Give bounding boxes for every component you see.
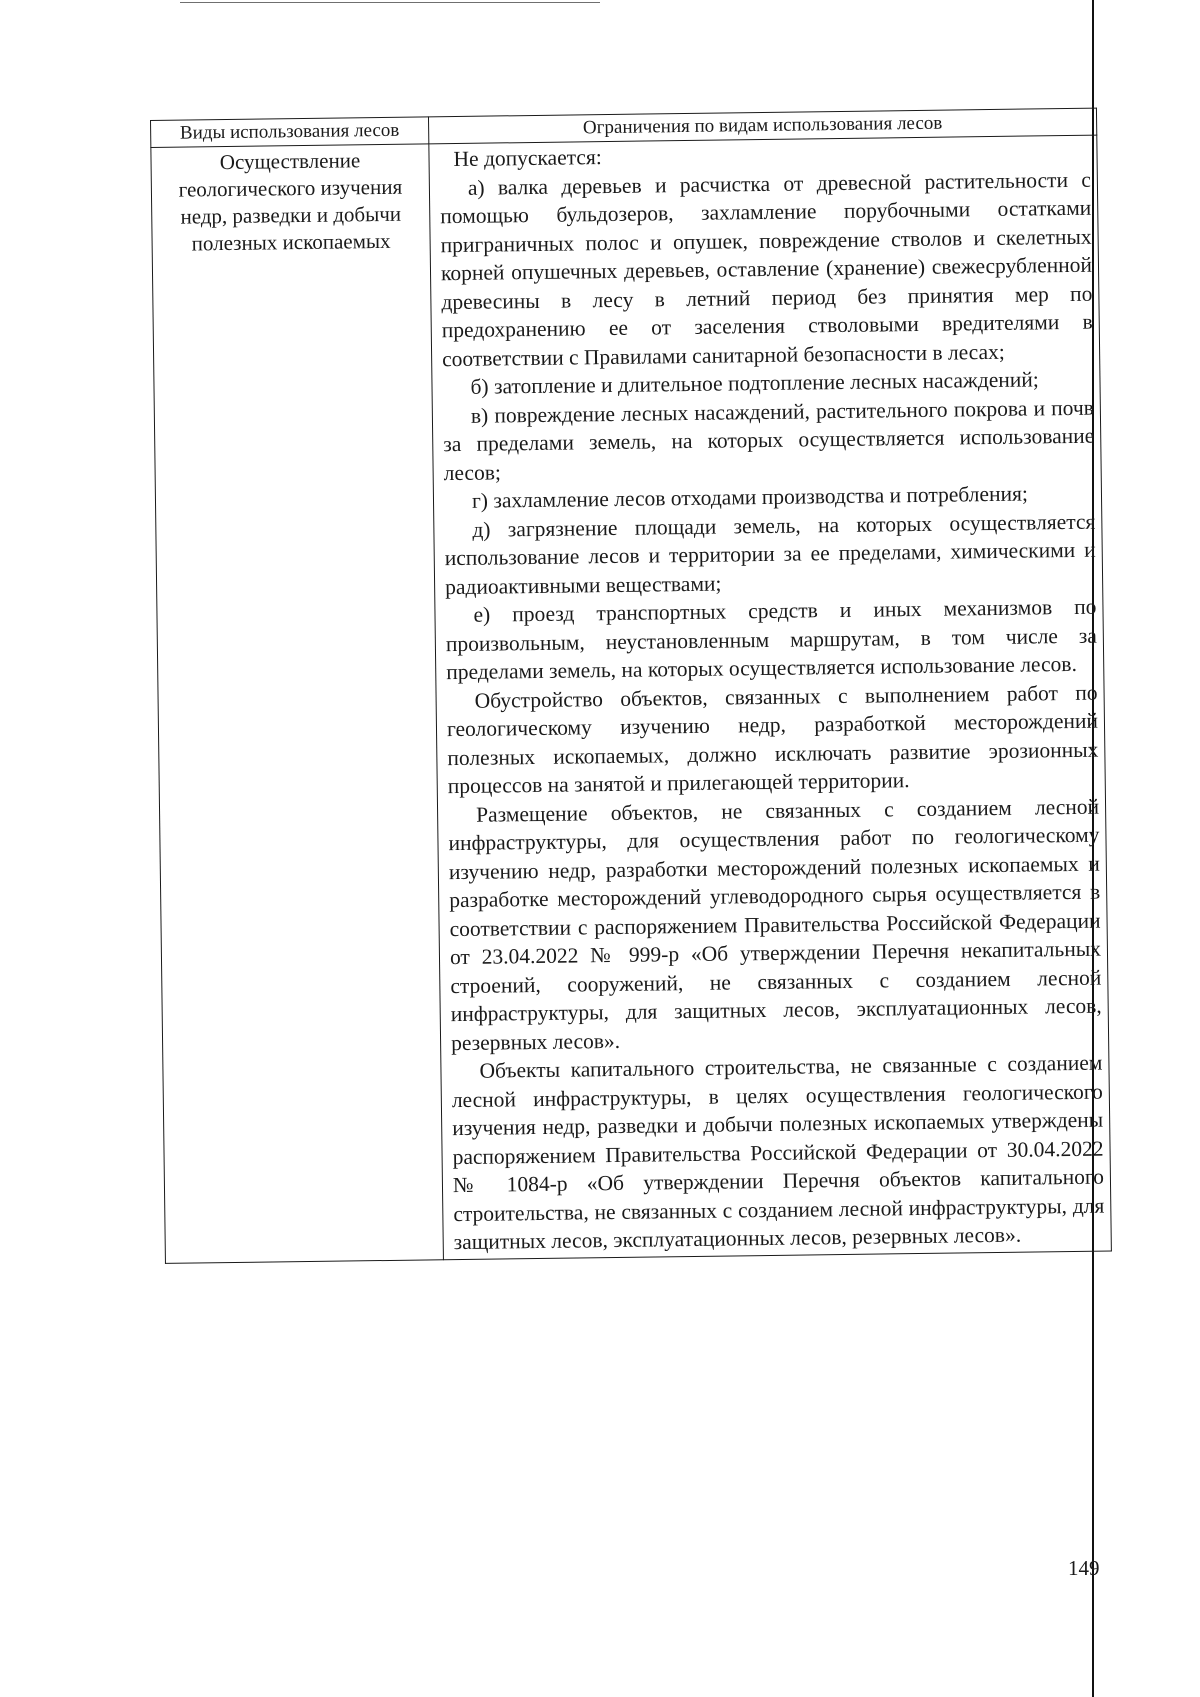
restriction-paragraph: Объекты капитального строительства, не связанные с созданием лесной инфраструктуры, в целях осуществления геологического изучения недр, разведки и добычи полезных ископаемых утверждены распоряжением Правительства Российской Федерации от 30.04.2022 № 1084-р «Об утверждении Перечня объектов капитального строительства, не связанных с созданием лесной инфраструктуры, для защитных лесов, эксплуатационных лесов, резервных лесов». xyxy=(451,1050,1105,1255)
header-use-types: Виды использования лесов xyxy=(151,117,429,148)
table-row xyxy=(151,135,1112,1263)
restrictions-cell xyxy=(429,135,1112,1259)
restriction-paragraph: д) загрязнение площади земель, на которых осуществляется использование лесов и территории за ее пределами, химическими и радиоактивными веществами; xyxy=(444,509,1096,599)
restriction-paragraph: Размещение объектов, не связанных с созданием лесной инфраструктуры, для осуществления работ по геологическому изучению недр, разработки месторождений полезных ископаемых и разработке месторождений углеводородного сырья осуществляется в соответствии с распоряжением Правительства Российской Федерации от 23.04.2022 № 999-р «Об утверждении Перечня некапитальных строений, сооружений, не связанных с созданием лесной инфраструктуры, для защитных лесов, эксплуатационных лесов, резервных лесов». xyxy=(448,794,1102,1055)
restriction-paragraph: г) захламление лесов отходами производства и потребления; xyxy=(471,481,1029,513)
use-type-cell: Осуществление геологического изучения недр, разведки и добычи полезных ископаемых xyxy=(151,144,444,1263)
restriction-paragraph: а) валка деревьев и расчистка от древесной растительности с помощью бульдозеров, захламление порубочными остатками приграничных полос и опушек, повреждение стволов и скелетных корней опушечных деревьев, оставление (хранение) свежесрубленной древесины в лесу в летний период без принятия мер по предохранению ее от заселения стволовыми вредителями в соответствии с Правилами санитарной безопасности в лесах; xyxy=(440,167,1093,371)
restriction-paragraph: в) повреждение лесных насаждений, растительного покрова и почв за пределами земель, на которых осуществляется использование лесов; xyxy=(443,395,1095,485)
restriction-paragraph: Не допускается: xyxy=(453,145,602,172)
scan-top-line xyxy=(180,2,600,3)
restriction-paragraph: Обустройство объектов, связанных с выполнением работ по геологическому изучению недр, разработкой месторождений полезных ископаемых, должно исключать развитие эрозионных процессов на занятой и прилегающей территории. xyxy=(446,680,1099,799)
header-restrictions: Ограничения по видам использования лесов xyxy=(428,108,1096,144)
restriction-paragraph: е) проезд транспортных средств и иных механизмов по произвольным, неустановленным маршрутам, в том числе за пределами земель, на которых осуществляется использование лесов. xyxy=(445,594,1097,685)
page-number: 149 xyxy=(1068,1556,1100,1580)
restriction-paragraph: б) затопление и длительное подтопление лесных насаждений; xyxy=(470,367,1039,399)
forest-use-restrictions-table xyxy=(150,108,1112,1264)
